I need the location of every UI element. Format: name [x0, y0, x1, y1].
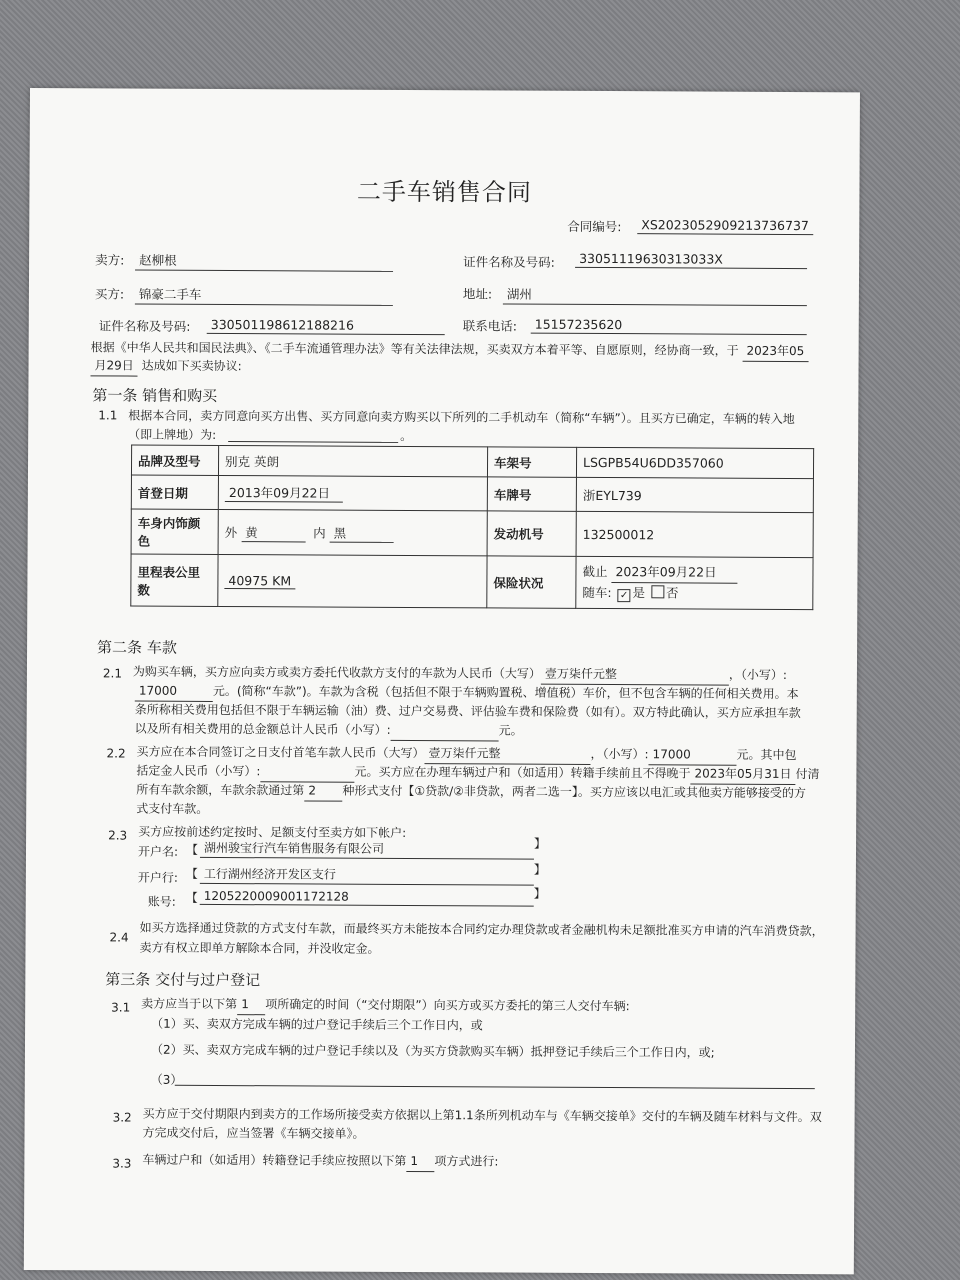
yes-label: 是 [632, 585, 646, 601]
rb-3: 】 [533, 886, 546, 901]
int-color-label: 内 [313, 524, 326, 541]
pay-deadline: 2023年05月31日 [690, 764, 795, 784]
mileage-label: 里程表公里数 [131, 554, 218, 606]
color-label: 车身内饰颜色 [131, 509, 218, 554]
transfer-item-no: 1 [406, 1152, 434, 1172]
clause-2-2-line-2: 括定金人民币（小写）: ​ 元。买方应在办理车辆过户和（如适用）转籍手续前且不得晚于 2023年05月31日 付清 [136, 762, 819, 785]
option-3-blank [175, 1071, 815, 1089]
clause-2-3-text: 买方应按前述约定按时、足额支付至卖方如下帐户: [138, 824, 407, 840]
clause-2-3-no: 2.3 [108, 828, 128, 843]
ins-until-value: 2023年09月22日 [611, 562, 737, 584]
contract-no-label: 合同编号: [567, 218, 622, 235]
ext-color-value: 黄 [241, 523, 305, 542]
clause-3-1-no: 3.1 [111, 1000, 131, 1015]
seller-label: 卖方: [95, 252, 125, 268]
insurance-label: 保险状况 [487, 556, 576, 608]
clause-1-1-text: 根据本合同，卖方同意向买方出售、买方同意向卖方购买以下所列的二手机动车（简称“车辆”）。且买方已确定，车辆的转入地 [128, 408, 795, 427]
lb-3: 【 [185, 890, 198, 905]
section-3-title: 第三条 交付与过户登记 [105, 970, 261, 990]
clause-2-1-line-4: 以及所有相关费用的总金额总计人民币（小写）: ​ 元。 [135, 720, 523, 742]
pay-method-no: 2 [304, 781, 342, 801]
clause-2-2-line-1: 买方应在本合同签订之日支付首笔车款人民币（大写） 壹万柒仟元整 ，（小写）: 17000 元。其中包 [136, 743, 796, 766]
seller-id: 33051119630313033X [575, 251, 807, 269]
option-1: （1）买、卖双方完成车辆的过户登记手续后三个工作日内，或 [151, 1016, 483, 1033]
clause-1-1-no: 1.1 [98, 408, 118, 423]
reg-date-value: 2013年09月22日 [225, 483, 343, 503]
acct-no: 1205220009001172128 [200, 889, 534, 907]
yes-checkbox[interactable]: ✓ [618, 589, 631, 602]
rb-1: 】 [534, 836, 547, 851]
intro-date-b: 月29日 [90, 356, 137, 376]
first-upper: 壹万柒仟元整 [424, 744, 590, 764]
phone: 15157235620 [531, 317, 807, 335]
lb-2: 【 [185, 866, 198, 881]
price-upper: 壹万柒仟元整 [541, 665, 729, 685]
ext-color-label: 外 [224, 524, 238, 540]
buyer-id-label: 证件名称及号码: [98, 318, 191, 334]
seller-id-label: 证件名称及号码: [463, 254, 555, 270]
clause-2-4-line-2: 卖方有权立即单方解除本合同，并没收定金。 [139, 940, 380, 956]
bank-name: 工行湖州经济开发区支行 [200, 865, 534, 886]
clause-2-1-line-3: 条所称相关费用包括但不限于车辆运输（油）费、过户交易费、评估验车费和保险费（如有）。双方特此确认，买方应承担车款 [134, 702, 801, 721]
engine-value: 132500012 [576, 511, 813, 557]
address-label: 地址: [462, 286, 493, 302]
acct-name: 湖州骏宝行汽车销售服务有限公司 [200, 839, 534, 860]
with-car-label: 随车: [582, 584, 612, 601]
clause-1-1-end: 。 [400, 428, 413, 444]
buyer-name: 锦豪二手车 [135, 285, 393, 306]
contract-paper [24, 88, 860, 1274]
option-3: （3） [150, 1072, 183, 1087]
rb-2: 】 [533, 862, 546, 877]
vin-label: 车架号 [487, 447, 576, 477]
reg-date-label: 首登日期 [131, 475, 218, 509]
option-2: （2）买、卖双方完成车辆的过户登记手续以及（为买方贷款购买车辆）抵押登记手续后三个工作日内，或; [150, 1042, 715, 1060]
acct-name-label: 开户名: [137, 844, 179, 859]
no-label: 否 [666, 585, 679, 601]
ins-until-label: 截止 [582, 563, 608, 580]
lb-1: 【 [185, 842, 199, 857]
brand-value: 别克 英朗 [218, 445, 487, 476]
clause-2-1-line-2: 17000 元。(简称“车款”)。车款为含税（包括但不限于车辆购置税、增值税）车价，但不包含车辆的任何相关费用。本 [135, 682, 799, 705]
plate-label: 车牌号 [487, 477, 576, 511]
clause-3-3-no: 3.3 [112, 1156, 132, 1171]
buyer-id: 330501198612188216 [207, 317, 445, 335]
first-lower: 17000 [649, 745, 737, 765]
brand-label: 品牌及型号 [131, 445, 218, 475]
clause-3-1-text: 卖方应当于以下第 1 项所确定的时间（“交付期限”）向买方或买方委托的第三人交付车辆: [141, 996, 630, 1014]
clause-2-4-no: 2.4 [109, 930, 129, 945]
contract-no: XS2023052909213736737 [637, 217, 813, 235]
int-color-value: 黑 [330, 523, 394, 542]
plate-value: 浙EYL739 [576, 477, 813, 512]
clause-3-2-line-1: 买方应于交付期限内到卖方的工作场所接受卖方依据以上第1.1条所列机动车与《车辆交接单》交付的车辆及随车材料与文件。双 [142, 1106, 822, 1125]
clause-2-4-line-1: 如买方选择通过贷款的方式支付车款，而最终买方未能按本合同约定办理贷款或者金融机构未足额批准买方申请的汽车消费贷款， [139, 920, 824, 939]
clause-3-3-text: 车辆过户和（如适用）转籍登记手续应按照以下第 1 项方式进行: [142, 1151, 498, 1172]
section-1-title: 第一条 销售和购买 [92, 386, 218, 405]
clause-2-1-line-1: 为购买车辆，买方应向卖方或卖方委托代收款方支付的车款为人民币（大写） 壹万柒仟元整 ，（小写）: [133, 663, 787, 686]
clause-3-2-line-2: 方完成交付后，应当签署《车辆交接单》。 [142, 1125, 365, 1141]
clause-2-2-no: 2.2 [106, 746, 126, 761]
seller-name: 赵柳根 [135, 251, 393, 272]
mileage-value: 40975 KM [224, 573, 295, 589]
intro-text-2: 月29日 达成如下买卖协议: [90, 356, 241, 376]
clause-2-2-line-3: 所有车款余额，车款余款通过第 2 种形式支付【①贷款/②非贷款，两者二选一】。买方应该以电汇或其他卖方能够接受的方 [136, 782, 806, 801]
vehicle-info-table [130, 445, 814, 611]
destination-blank [228, 427, 398, 443]
document-title: 二手车销售合同 [356, 177, 533, 207]
phone-label: 联系电话: [462, 318, 518, 334]
clause-3-2-no: 3.2 [112, 1110, 132, 1125]
bank-label: 开户行: [137, 870, 178, 885]
buyer-label: 买方: [94, 286, 125, 302]
clause-2-2-line-4: 式支付车款。 [136, 801, 209, 816]
intro-date-a: 2023年05 [742, 342, 808, 362]
price-lower: 17000 [135, 682, 213, 702]
vin-value: LSGPB54U6DD357060 [576, 447, 813, 478]
clause-2-1-no: 2.1 [102, 666, 123, 681]
engine-label: 发动机号 [487, 511, 576, 556]
clause-1-1-text-2: （即上牌地）为: [128, 427, 217, 442]
delivery-item-no: 1 [237, 995, 265, 1015]
address: 湖州 [503, 284, 807, 306]
section-2-title: 第二条 车款 [97, 638, 177, 657]
no-checkbox[interactable] [651, 585, 664, 598]
acct-no-label: 账号: [147, 894, 176, 909]
intro-text: 根据《中华人民共和国民法典》、《二手车流通管理办法》等有关法律法规，买卖双方本着平等、自愿原则，经协商一致，于 2023年05 [91, 338, 809, 361]
